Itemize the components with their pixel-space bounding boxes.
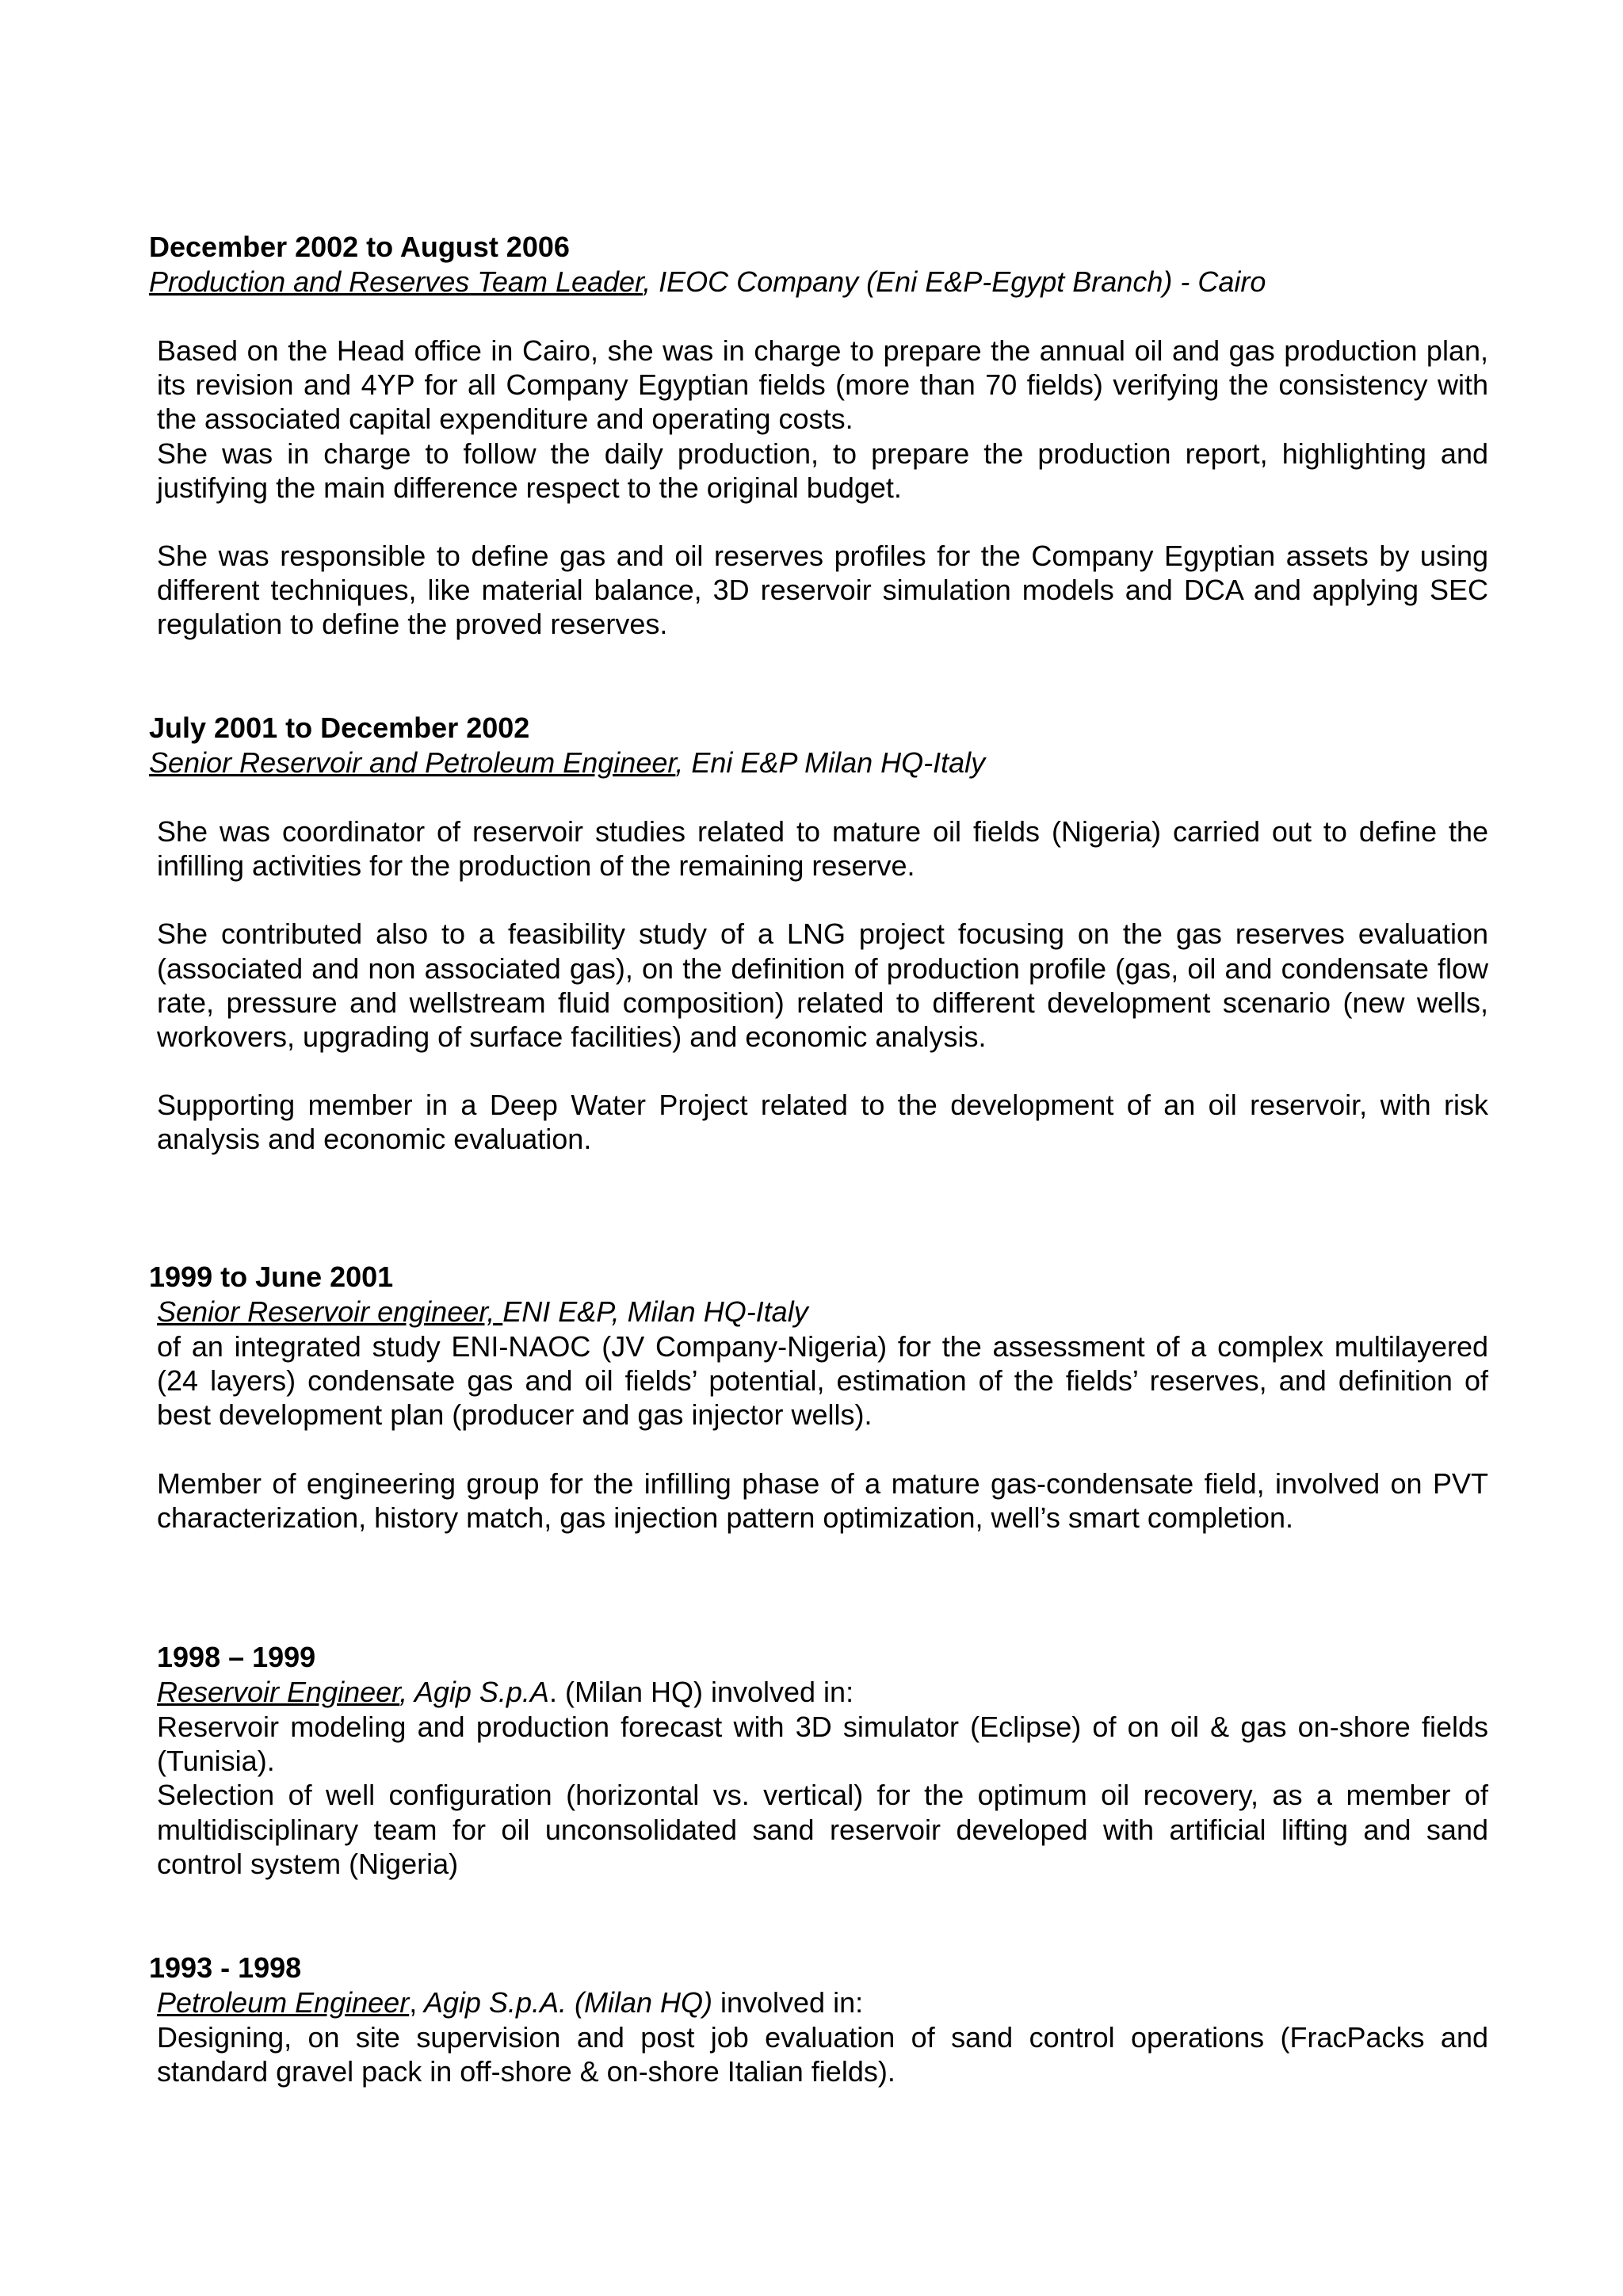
section-date: December 2002 to August 2006 xyxy=(149,231,570,263)
paragraph: Member of engineering group for the infilling phase of a mature gas-condensate field, involved on PVT characterization, history match, gas injection pattern optimization, well’s smart completion. xyxy=(157,1466,1488,1534)
organization: ENI E&P, Milan HQ-Italy xyxy=(502,1295,808,1328)
experience-section xyxy=(149,230,1488,642)
section-title xyxy=(157,1295,1488,1329)
role-title: Production and Reserves Team Leader xyxy=(149,265,643,298)
role-title: Reservoir Engineer xyxy=(157,1676,400,1708)
organization: Eni E&P Milan HQ-Italy xyxy=(683,746,986,779)
section-date: 1993 - 1998 xyxy=(149,1951,302,1984)
paragraph: Selection of well configuration (horizontal vs. vertical) for the optimum oil recovery, as a member of multidisciplinary team for oil unconsolidated sand reservoir developed with artificial lifting and sand control system (Nigeria) xyxy=(157,1779,1488,1880)
section-title xyxy=(149,746,1488,780)
paragraph: Supporting member in a Deep Water Project related to the development of an oil reservoir, with risk analysis and economic evaluation. xyxy=(157,1089,1488,1156)
role-tail: involved in: xyxy=(712,1986,864,2019)
organization: , Agip S.p.A xyxy=(399,1676,549,1708)
role-title: Senior Reservoir engineer, xyxy=(157,1295,503,1328)
section-title xyxy=(157,1985,1488,2020)
role-tail: . (Milan HQ) involved in: xyxy=(548,1676,854,1708)
experience-section xyxy=(149,1951,1488,2088)
section-title xyxy=(157,1675,1488,1710)
section-date: 1998 – 1999 xyxy=(157,1641,316,1673)
experience-section xyxy=(157,1640,1488,1881)
role-separator: , xyxy=(643,265,651,298)
role-separator: , xyxy=(675,746,684,779)
section-date: 1999 to June 2001 xyxy=(149,1261,394,1293)
organization: IEOC Company (Eni E&P-Egypt Branch) - Cairo xyxy=(651,265,1266,298)
paragraph: Based on the Head office in Cairo, she was in charge to prepare the annual oil and gas production plan, its revision and 4YP for all Company Egyptian fields (more than 70 fields) verifying the consistency with the associated capital expenditure and operating costs. xyxy=(157,334,1488,436)
role-separator: , xyxy=(409,1986,418,2019)
section-title xyxy=(149,265,1488,299)
paragraph: She was responsible to define gas and oil reserves profiles for the Company Egyptian assets by using different techniques, like material balance, 3D reservoir simulation models and DCA and applying SEC regulation to define the proved reserves. xyxy=(157,540,1488,641)
role-title: Senior Reservoir and Petroleum Engineer xyxy=(149,746,676,779)
paragraph: of an integrated study ENI-NAOC (JV Company-Nigeria) for the assessment of a complex multilayered (24 layers) condensate gas and oil fields’ potential, estimation of the fields’ reserves, and definition of best development plan (producer and gas injector wells). xyxy=(157,1330,1488,1432)
experience-section xyxy=(149,711,1488,1157)
paragraph: Reservoir modeling and production forecast with 3D simulator (Eclipse) of on oil & gas on-shore fields (Tunisia). xyxy=(157,1711,1488,1778)
organization: Agip S.p.A. (Milan HQ) xyxy=(417,1986,712,2019)
paragraph: Designing, on site supervision and post job evaluation of sand control operations (FracPacks and standard gravel pack in off-shore & on-shore Italian fields). xyxy=(157,2021,1488,2088)
paragraph: She was coordinator of reservoir studies related to mature oil fields (Nigeria) carried out to define the infilling activities for the production of the remaining reserve. xyxy=(157,815,1488,883)
paragraph: She contributed also to a feasibility study of a LNG project focusing on the gas reserves evaluation (associated and non associated gas), on the definition of production profile (gas, oil and condensate flow rate, pressure and wellstream fluid composition) related to different development scenario (new wells, workovers, upgrading of surface facilities) and economic analysis. xyxy=(157,917,1488,1054)
paragraph: She was in charge to follow the daily production, to prepare the production report, highlighting and justifying the main difference respect to the original budget. xyxy=(157,437,1488,504)
experience-section xyxy=(149,1260,1488,1535)
section-date: July 2001 to December 2002 xyxy=(149,711,530,744)
role-title: Petroleum Engineer xyxy=(157,1986,410,2019)
